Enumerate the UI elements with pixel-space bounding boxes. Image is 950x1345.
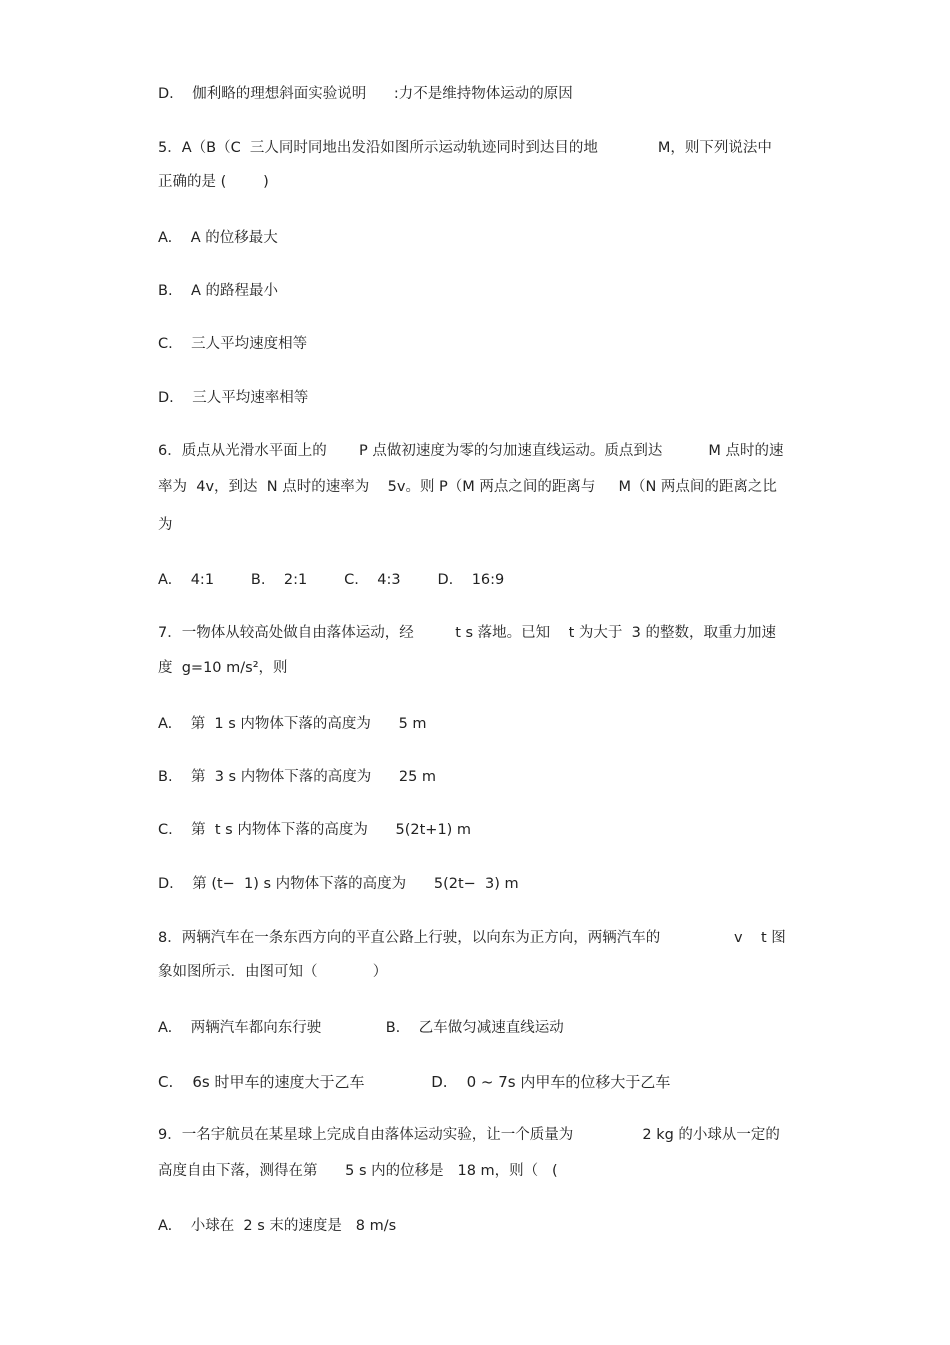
text-line-q5a: 5．A（B（C 三人同时同地出发沿如图所示运动轨迹同时到达目的地 M，则下列说法中 xyxy=(158,140,772,156)
text-line-q7A: A. 第 1 s 内物体下落的高度为 5 m xyxy=(158,716,427,732)
text-line-q8CD: C. 6s 时甲车的速度大于乙车 D. 0 ~ 7s 内甲车的位移大于乙车 xyxy=(158,1073,671,1091)
text-line-q5C: C. 三人平均速度相等 xyxy=(158,336,308,352)
text-line-q5A: A. A 的位移最大 xyxy=(158,230,278,246)
text-line-q9a: 9．一名宇航员在某星球上完成自由落体运动实验，让一个质量为 2 kg 的小球从一定的 xyxy=(158,1127,780,1143)
text-line-q7B: B. 第 3 s 内物体下落的高度为 25 m xyxy=(158,769,437,785)
text-line-q7C: C. 第 t s 内物体下落的高度为 5(2t+1) m xyxy=(158,822,472,838)
text-line-q6b: 率为 4v，到达 N 点时的速率为 5v。则 P（M 两点之间的距离与 M（N 两点间的距离之比 xyxy=(158,479,777,495)
text-line-q5b: 正确的是 ( ) xyxy=(158,174,269,190)
text-line-q7a: 7．一物体从较高处做自由落体运动，经 t s 落地。已知 t 为大于 3 的整数，取重力加速 xyxy=(158,625,776,641)
text-line-q7D: D. 第 (t− 1) s 内物体下落的高度为 5(2t− 3) m xyxy=(158,876,519,892)
text-line-q5D: D. 三人平均速率相等 xyxy=(158,390,309,406)
text-line-q9A: A. 小球在 2 s 末的速度是 8 m/s xyxy=(158,1218,397,1234)
text-line-q8b: 象如图所示．由图可知（ ） xyxy=(158,964,388,980)
text-line-q5B: B. A 的路程最小 xyxy=(158,283,279,299)
text-line-q9b: 高度自由下落，测得在第 5 s 内的位移是 18 m，则（ ( xyxy=(158,1163,558,1179)
text-line-q8a: 8．两辆汽车在一条东西方向的平直公路上行驶，以向东为正方向，两辆汽车的 v t 图 xyxy=(158,930,786,946)
text-line-q6a: 6．质点从光滑水平面上的 P 点做初速度为零的匀加速直线运动。质点到达 M 点时的速 xyxy=(158,443,784,459)
text-line-q4d: D. 伽利略的理想斜面实验说明 :力不是维持物体运动的原因 xyxy=(158,86,573,102)
text-line-q6opt: A. 4:1 B. 2:1 C. 4:3 D. 16:9 xyxy=(158,572,505,588)
text-line-q8AB: A. 两辆汽车都向东行驶 B. 乙车做匀减速直线运动 xyxy=(158,1020,564,1036)
text-line-q7b: 度 g=10 m/s²，则 xyxy=(158,660,288,676)
text-line-q6c: 为 xyxy=(158,517,173,533)
